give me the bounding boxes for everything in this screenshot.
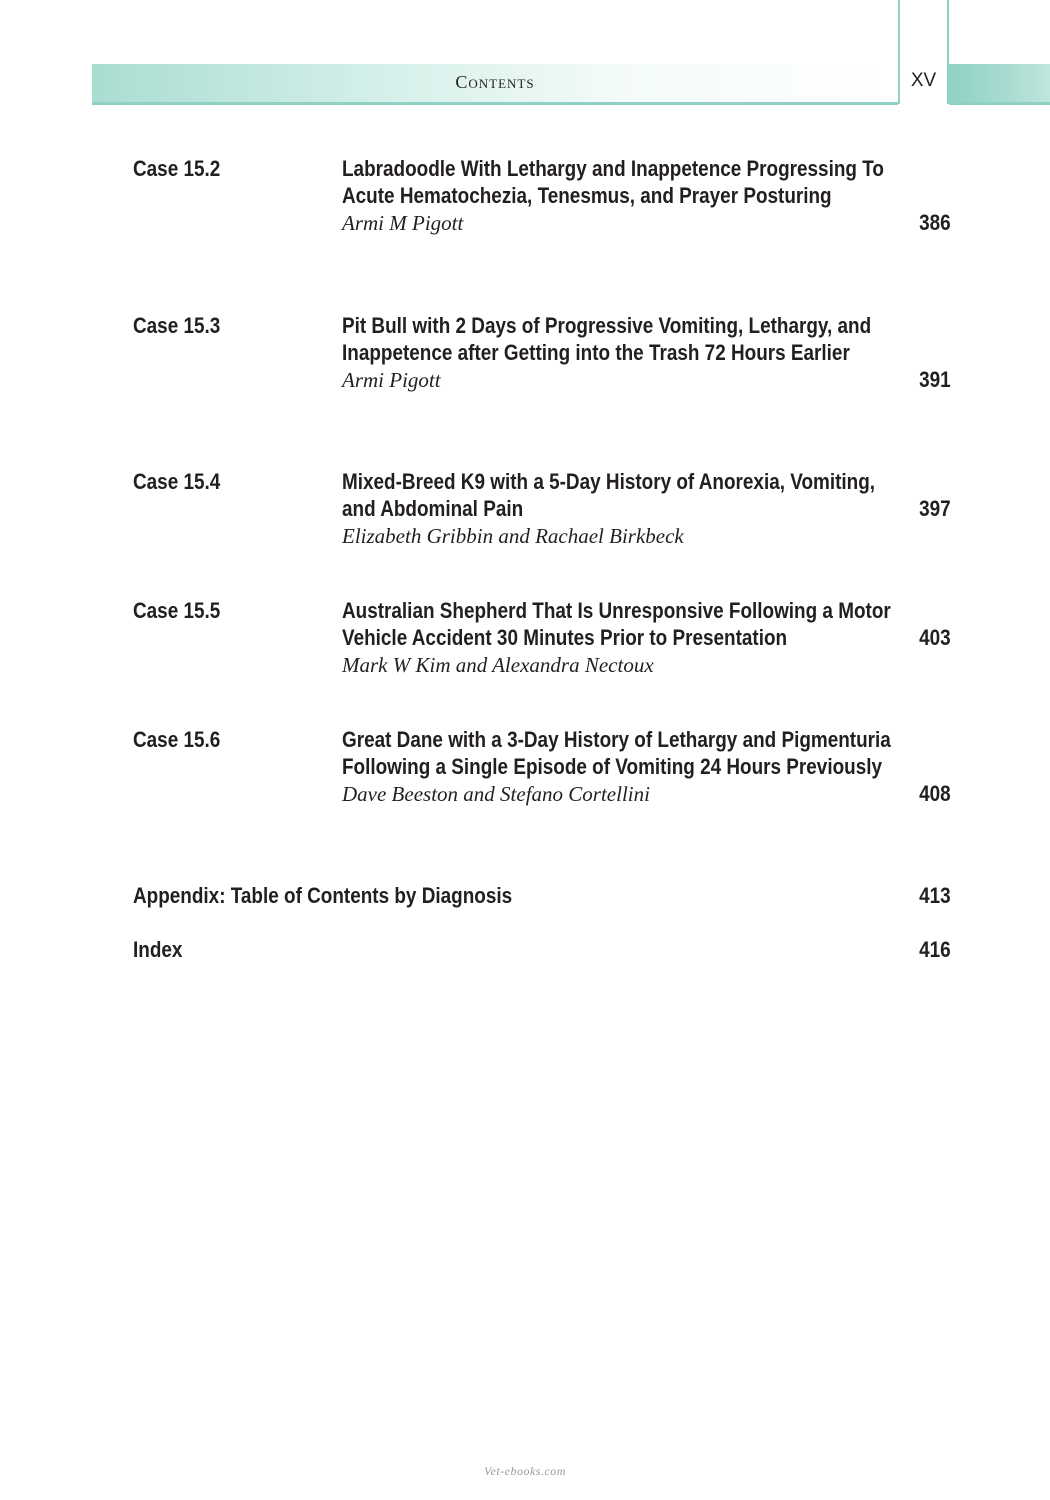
toc-entry[interactable] xyxy=(133,726,951,836)
appendix-page-number[interactable]: 413 xyxy=(919,883,951,908)
case-body xyxy=(342,726,904,808)
case-page-number[interactable]: 403 xyxy=(919,625,951,650)
case-title[interactable]: Pit Bull with 2 Days of Progressive Vomiting, Lethargy, and Inappetence after Getting into the Trash 72 Hours Earlier xyxy=(342,313,872,365)
appendix-label[interactable]: Appendix: Table of Contents by Diagnosis xyxy=(133,883,513,908)
case-number: Case 15.3 xyxy=(133,313,221,338)
case-body xyxy=(342,312,904,394)
case-author: Armi Pigott xyxy=(342,368,441,392)
case-page-number[interactable]: 397 xyxy=(919,496,951,521)
running-header xyxy=(92,64,898,105)
index-page-number[interactable]: 416 xyxy=(919,937,951,962)
case-title[interactable]: Great Dane with a 3-Day History of Lethargy and Pigmenturia Following a Single Episode of Vomiting 24 Hours Previously xyxy=(342,727,891,779)
case-number: Case 15.2 xyxy=(133,156,221,181)
case-page-number[interactable]: 386 xyxy=(919,210,951,235)
toc-entry[interactable] xyxy=(133,155,951,265)
case-number: Case 15.6 xyxy=(133,727,221,752)
header-tab xyxy=(949,64,1050,105)
case-number: Case 15.4 xyxy=(133,469,221,494)
header-section-title: Contents xyxy=(455,72,535,92)
case-title[interactable]: Mixed-Breed K9 with a 5-Day History of Anorexia, Vomiting, and Abdominal Pain xyxy=(342,469,876,521)
toc-entry[interactable] xyxy=(133,597,951,681)
toc-entry[interactable] xyxy=(133,468,951,552)
case-title[interactable]: Australian Shepherd That Is Unresponsive Following a Motor Vehicle Accident 30 Minutes Prior to Presentation xyxy=(342,598,891,650)
case-author: Mark W Kim and Alexandra Nectoux xyxy=(342,653,654,677)
watermark-logo: Vet-ebooks.com xyxy=(484,1464,566,1478)
case-author: Dave Beeston and Stefano Cortellini xyxy=(342,782,650,806)
case-body xyxy=(342,468,904,550)
case-number: Case 15.5 xyxy=(133,598,221,623)
case-page-number[interactable]: 408 xyxy=(919,781,951,806)
case-title[interactable]: Labradoodle With Lethargy and Inappetence Progressing To Acute Hematochezia, Tenesmus, and Prayer Posturing xyxy=(342,156,884,208)
index-label[interactable]: Index xyxy=(133,937,183,962)
toc-index-entry[interactable] xyxy=(133,936,951,963)
case-body xyxy=(342,155,904,237)
toc-appendix-entry[interactable] xyxy=(133,882,951,909)
case-body xyxy=(342,597,904,679)
case-author: Armi M Pigott xyxy=(342,211,464,235)
page-number: XV xyxy=(910,70,937,91)
toc-entry[interactable] xyxy=(133,312,951,422)
case-page-number[interactable]: 391 xyxy=(919,367,951,392)
case-author: Elizabeth Gribbin and Rachael Birkbeck xyxy=(342,524,684,548)
